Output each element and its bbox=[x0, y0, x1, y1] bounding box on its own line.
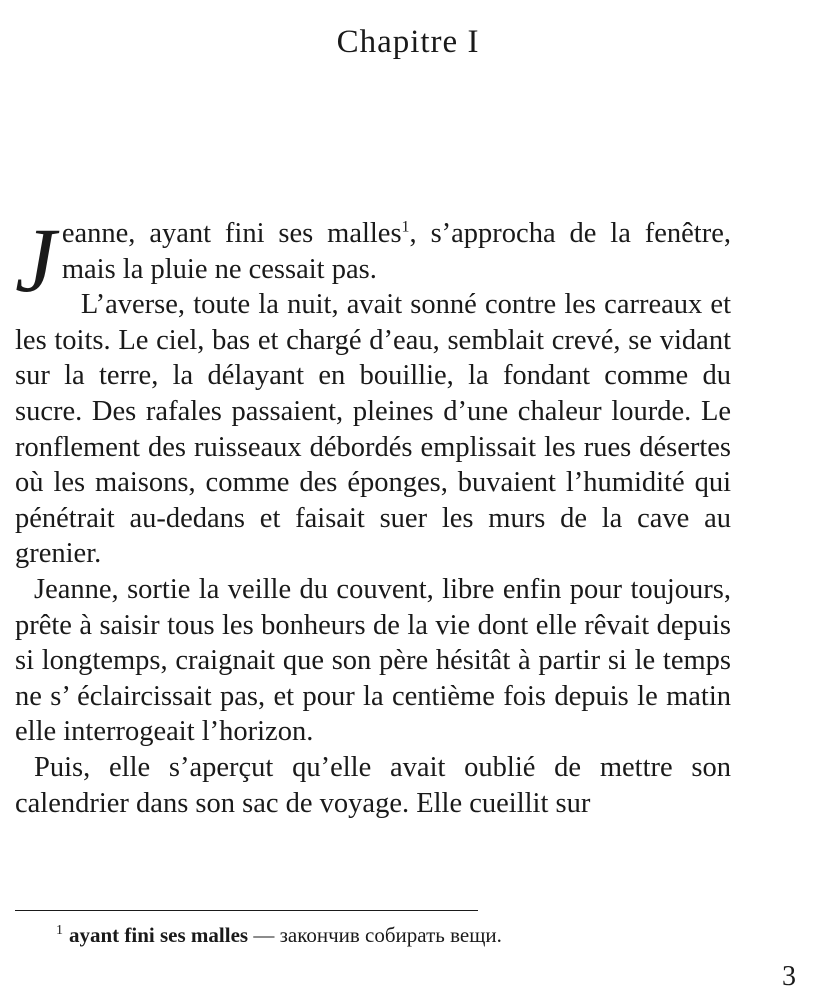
footnote-reference: 1 bbox=[401, 218, 410, 236]
drop-cap: J bbox=[15, 209, 56, 311]
footnote-translation: — закончив собирать вещи. bbox=[248, 923, 502, 947]
paragraph-1-text-end: , s’approcha de la fenêtre, mais la pluie ne cessait pas. bbox=[61, 218, 731, 285]
footnote bbox=[56, 922, 502, 948]
paragraph-3: Jeanne, sortie la veille du couvent, libre enfin pour toujours, prête à saisir tous les bonheurs de la vie dont elle rêvait depuis si longtemps, craignait que son père hésitât à partir si le temps ne s’ éclaircissait pas, et pour la centième fois depuis le matin elle interrogeait l’horizon. bbox=[15, 573, 731, 748]
paragraph-2: L’averse, toute la nuit, avait sonné contre les carreaux et les toits. Le ciel, bas et chargé d’eau, semblait crevé, se vidant sur la terre, la délayant en bouillie, la fondant comme du sucre. Des rafales passaient, pleines d’une chaleur lourde. Le ronflement des ruisseaux débordés emplissait les rues désertes où les maisons, comme des éponges, buvaient l’humidité qui pénétrait au-dedans et faisait suer les murs de la cave au grenier. bbox=[15, 289, 731, 570]
paragraph-1 bbox=[15, 209, 731, 311]
body-text bbox=[15, 209, 731, 821]
footnote-term: ayant fini ses malles bbox=[69, 923, 249, 947]
chapter-title: Chapitre I bbox=[336, 24, 480, 60]
paragraph-1-text-start: eanne, ayant fini ses malles bbox=[61, 218, 402, 249]
paragraph-4: Puis, elle s’aperçut qu’elle avait oublié de mettre son calendrier dans son sac de voyage. Elle cueillit sur bbox=[15, 751, 731, 819]
footnote-divider bbox=[15, 910, 478, 911]
page-number: 3 bbox=[782, 961, 796, 992]
footnote-number: 1 bbox=[56, 923, 63, 938]
